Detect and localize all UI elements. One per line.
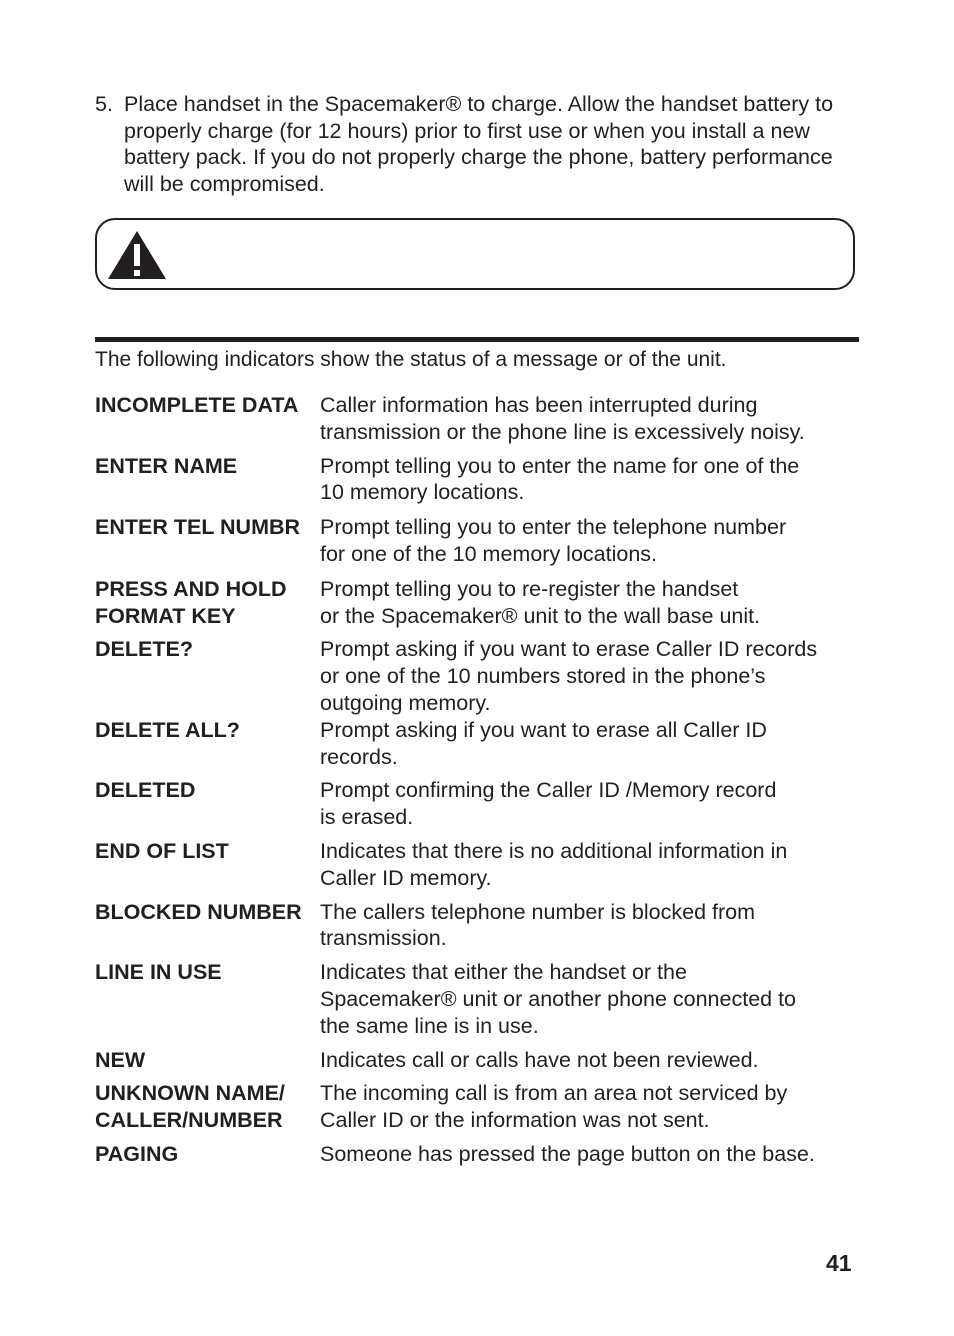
indicator-description (320, 514, 865, 568)
indicator-description-line: Prompt asking if you want to erase Caller ID records (320, 637, 818, 662)
indicator-description (320, 392, 865, 446)
indicator-description-line: Prompt telling you to enter the telephone number (320, 515, 787, 540)
indicator-description-line: transmission. (320, 926, 447, 951)
indicator-term (95, 959, 320, 1039)
warning-box (95, 218, 855, 290)
indicator-description-line: or the Spacemaker® unit to the wall base unit. (320, 603, 761, 628)
indicator-term-line: UNKNOWN NAME/ (95, 1081, 285, 1106)
indicator-term-line: LINE IN USE (95, 960, 222, 985)
indicator-description-line: The callers telephone number is blocked from (320, 899, 755, 924)
indicator-description-line: The incoming call is from an area not serviced by (320, 1081, 788, 1106)
indicator-description-line: Prompt telling you to enter the name for one of the (320, 453, 800, 478)
indicator-description-line: Indicates that there is no additional information in (320, 838, 788, 863)
indicator-term-line: DELETED (95, 778, 196, 803)
indicator-term (95, 514, 320, 568)
indicator-description-line: or one of the 10 numbers stored in the phone’s (320, 664, 766, 689)
indicator-row (95, 1080, 865, 1134)
indicator-description-line: Prompt telling you to re-register the handset (320, 576, 739, 601)
indicator-row (95, 899, 865, 953)
indicator-description-line: is erased. (320, 805, 414, 830)
indicator-description (320, 899, 865, 953)
indicator-description-line: Prompt confirming the Caller ID /Memory record (320, 778, 777, 803)
indicator-term-line: CALLER/NUMBER (95, 1108, 283, 1133)
indicator-term (95, 576, 320, 630)
indicator-row (95, 514, 865, 568)
indicator-term-line: PRESS AND HOLD (95, 576, 287, 601)
indicator-row (95, 1047, 865, 1074)
indicator-description (320, 636, 865, 716)
indicator-term (95, 453, 320, 507)
indicator-description-line: for one of the 10 memory locations. (320, 541, 658, 566)
indicator-term (95, 717, 320, 771)
indicator-term-line: DELETE? (95, 637, 193, 662)
indicator-description-line: the same line is in use. (320, 1013, 539, 1038)
intro-text: The following indicators show the status of a message or of the unit. (95, 348, 727, 371)
indicator-description-line: outgoing memory. (320, 690, 491, 715)
page-number: 41 (826, 1250, 852, 1276)
indicator-description-line: 10 memory locations. (320, 480, 525, 505)
indicator-term (95, 777, 320, 831)
indicator-row (95, 636, 865, 716)
indicator-term-line: END OF LIST (95, 838, 229, 863)
indicator-description-line: Indicates call or calls have not been reviewed. (320, 1047, 759, 1072)
indicator-description-line: records. (320, 744, 398, 769)
indicator-row (95, 777, 865, 831)
indicator-row (95, 717, 865, 771)
indicator-description (320, 717, 865, 771)
indicator-description (320, 1080, 865, 1134)
indicator-term (95, 899, 320, 953)
indicator-description-line: Caller ID or the information was not sent. (320, 1108, 710, 1133)
indicator-term-line: INCOMPLETE DATA (95, 393, 299, 417)
indicator-row (95, 959, 865, 1039)
indicator-description (320, 576, 865, 630)
indicator-description-line: Someone has pressed the page button on the base. (320, 1141, 815, 1166)
indicator-row (95, 838, 865, 892)
indicator-description-line: Caller information has been interrupted during (320, 393, 758, 417)
section-divider (95, 337, 859, 342)
indicator-row (95, 453, 865, 507)
indicator-description (320, 1047, 865, 1074)
step-text: Place handset in the Spacemaker® to charge. Allow the handset battery to properly charge (for 12 hours) prior to first use or when you install a new battery pack. If you do not properly charge the phone, battery performance will be compromised. (124, 92, 834, 196)
indicator-term (95, 1080, 320, 1134)
indicator-description-line: Spacemaker® unit or another phone connected to (320, 986, 797, 1011)
step-5 (95, 91, 865, 197)
indicator-description (320, 453, 865, 507)
indicator-description (320, 838, 865, 892)
indicator-row (95, 392, 865, 446)
indicator-term (95, 636, 320, 716)
indicator-description-line: Indicates that either the handset or the (320, 960, 687, 985)
indicator-term-line: FORMAT KEY (95, 603, 236, 628)
indicator-description-line: Caller ID memory. (320, 865, 492, 890)
indicator-term-line: DELETE ALL? (95, 717, 240, 742)
indicator-term-line: ENTER NAME (95, 453, 238, 478)
indicator-description (320, 1141, 865, 1168)
indicator-term-line: ENTER TEL NUMBR (95, 515, 301, 540)
indicator-term (95, 1141, 320, 1168)
indicator-row (95, 576, 865, 630)
indicator-description-line: transmission or the phone line is excessively noisy. (320, 419, 805, 444)
indicator-row (95, 1141, 865, 1168)
warning-triangle-icon (106, 229, 168, 281)
indicator-list (95, 392, 865, 1168)
indicator-description (320, 959, 865, 1039)
indicator-description (320, 777, 865, 831)
indicator-description-line: Prompt asking if you want to erase all Caller ID (320, 717, 767, 742)
indicator-term-line: PAGING (95, 1141, 179, 1166)
indicator-term-line: NEW (95, 1047, 146, 1072)
indicator-term-line: BLOCKED NUMBER (95, 899, 302, 924)
step-number: 5. (95, 92, 113, 116)
indicator-term (95, 838, 320, 892)
indicator-term (95, 392, 320, 446)
indicator-term (95, 1047, 320, 1074)
